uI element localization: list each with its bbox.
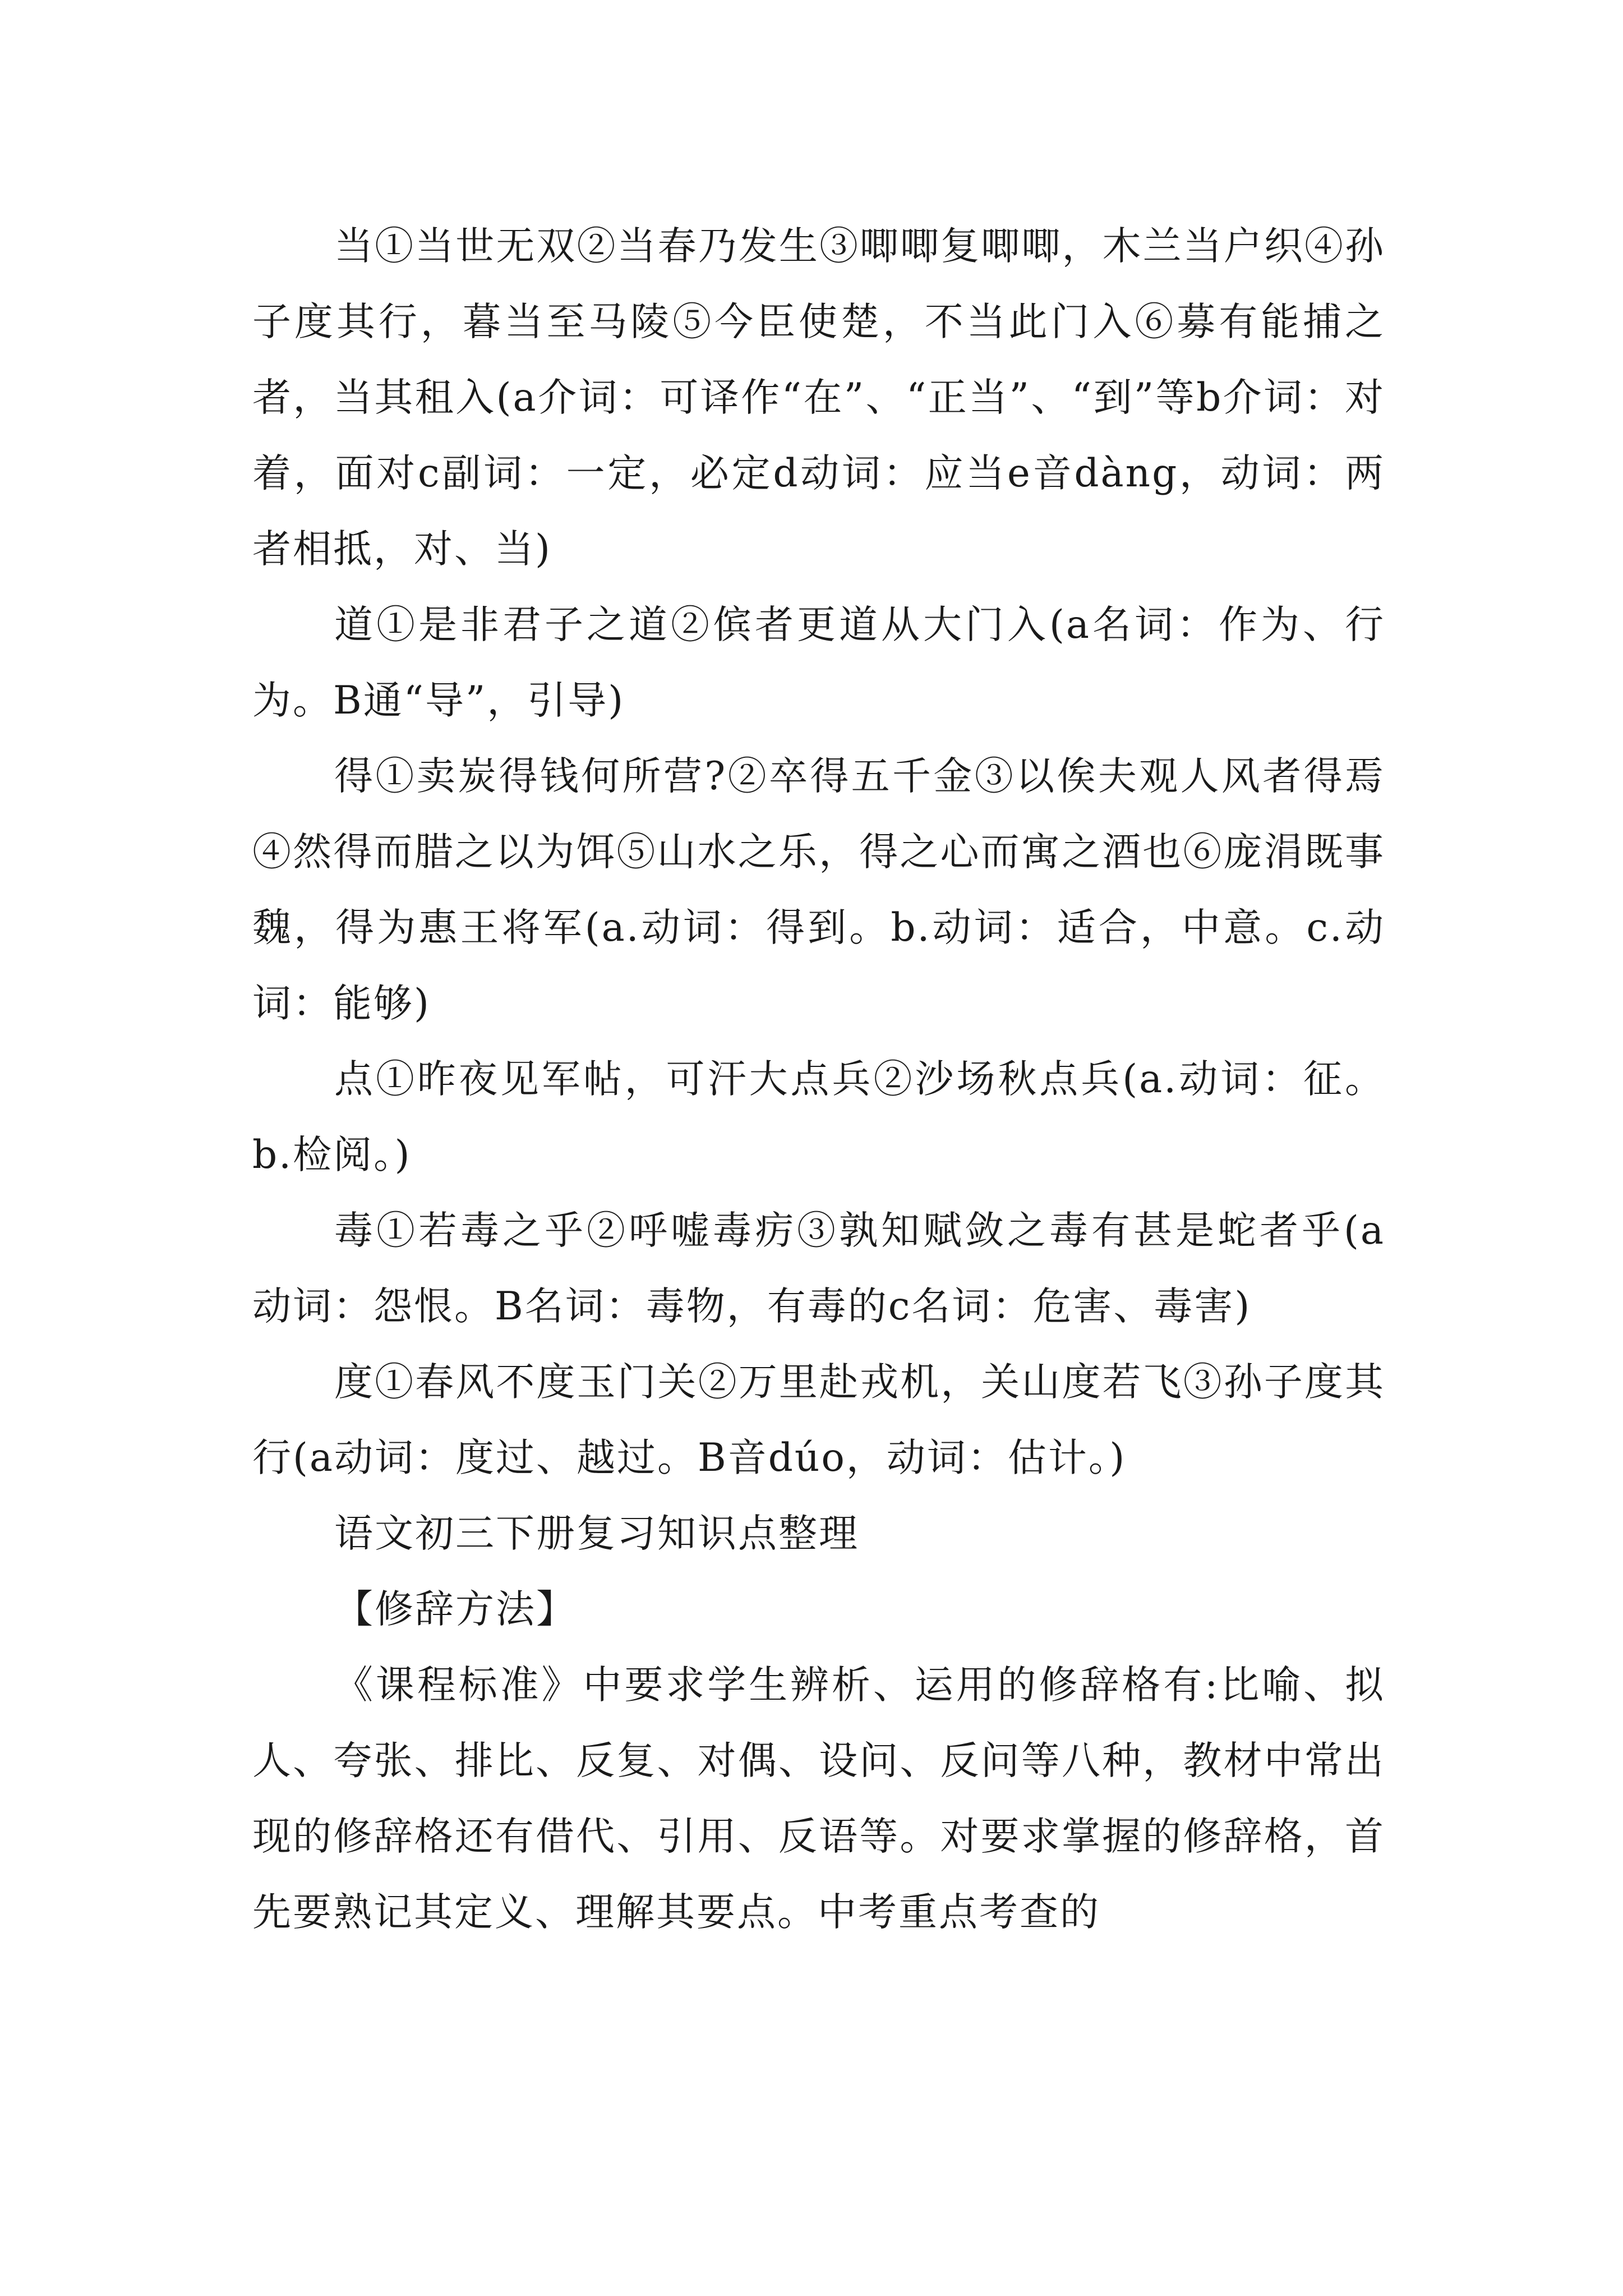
paragraph-dao: 道①是非君子之道②傧者更道从大门入(a名词：作为、行为。B通“导”，引导) xyxy=(252,602,1385,723)
section-title: 语文初三下册复习知识点整理 xyxy=(334,1511,859,1556)
paragraph-dian: 点①昨夜见军帖，可汗大点兵②沙场秋点兵(a.动词：征。b.检阅。) xyxy=(252,1057,1385,1177)
paragraph-du-poison: 毒①若毒之乎②呼嘘毒疠③孰知赋敛之毒有甚是蛇者乎(a动词：怨恨。B名词：毒物，有毒的c名词：危害、毒害) xyxy=(252,1208,1385,1329)
paragraph-rhetoric-intro: 《课程标准》中要求学生辨析、运用的修辞格有:比喻、拟人、夸张、排比、反复、对偶、设问、反问等八种，教材中常出现的修辞格还有借代、引用、反语等。对要求掌握的修辞格，首先要熟记其定义、理解其要点。中考重点考查的 xyxy=(252,1663,1385,1935)
paragraph-du-cross: 度①春风不度玉门关②万里赴戎机，关山度若飞③孙子度其行(a动词：度过、越过。B音dúo，动词：估计。) xyxy=(252,1360,1385,1480)
document-body xyxy=(252,209,1385,1950)
paragraph-de: 得①卖炭得钱何所营?②卒得五千金③以俟夫观人风者得焉④然得而腊之以为饵⑤山水之乐，得之心而寓之酒也⑥庞涓既事魏，得为惠王将军(a.动词：得到。b.动词：适合，中意。c.动词：能够) xyxy=(252,754,1385,1026)
section-heading-rhetoric: 【修辞方法】 xyxy=(334,1587,577,1632)
paragraph-dang: 当①当世无双②当春乃发生③唧唧复唧唧，木兰当户织④孙子度其行，暮当至马陵⑤今臣使楚，不当此门入⑥募有能捕之者，当其租入(a介词：可译作“在”、“正当”、“到”等b介词：对着，面对c副词：一定，必定d动词：应当e音dàng，动词：两者相抵，对、当) xyxy=(252,224,1385,572)
